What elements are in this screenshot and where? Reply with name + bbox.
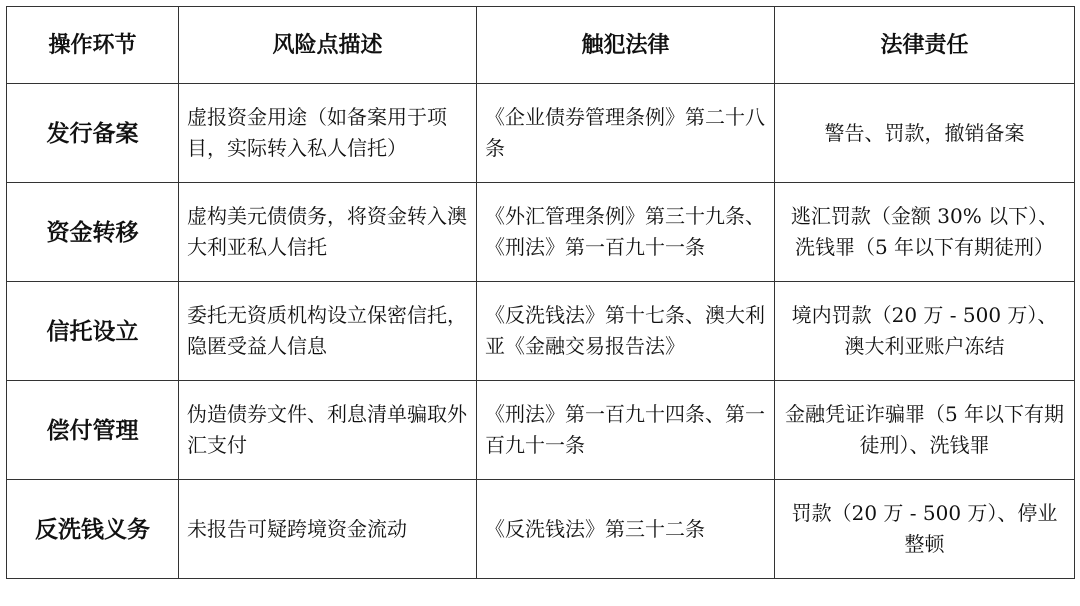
violated-law-cell: 《企业债券管理条例》第二十八条	[477, 84, 775, 183]
table-header-row	[7, 7, 1075, 84]
operation-step-cell: 反洗钱义务	[7, 480, 179, 579]
operation-step-cell: 资金转移	[7, 183, 179, 282]
header-legal-liability: 法律责任	[775, 7, 1075, 84]
operation-step-cell: 偿付管理	[7, 381, 179, 480]
risk-description-cell: 伪造债券文件、利息清单骗取外汇支付	[179, 381, 477, 480]
risk-description-cell: 虚构美元债债务，将资金转入澳大利亚私人信托	[179, 183, 477, 282]
risk-description-cell: 委托无资质机构设立保密信托，隐匿受益人信息	[179, 282, 477, 381]
legal-liability-cell: 金融凭证诈骗罪（5 年以下有期徒刑）、洗钱罪	[775, 381, 1075, 480]
header-violated-law: 触犯法律	[477, 7, 775, 84]
legal-risk-table	[6, 6, 1075, 579]
header-risk-description: 风险点描述	[179, 7, 477, 84]
risk-description-cell: 虚报资金用途（如备案用于项目，实际转入私人信托）	[179, 84, 477, 183]
operation-step-cell: 信托设立	[7, 282, 179, 381]
violated-law-cell: 《反洗钱法》第十七条、澳大利亚《金融交易报告法》	[477, 282, 775, 381]
table-row	[7, 282, 1075, 381]
legal-liability-cell: 罚款（20 万 - 500 万）、停业整顿	[775, 480, 1075, 579]
risk-description-cell: 未报告可疑跨境资金流动	[179, 480, 477, 579]
legal-liability-cell: 境内罚款（20 万 - 500 万）、澳大利亚账户冻结	[775, 282, 1075, 381]
legal-liability-cell: 警告、罚款，撤销备案	[775, 84, 1075, 183]
operation-step-cell: 发行备案	[7, 84, 179, 183]
violated-law-cell: 《外汇管理条例》第三十九条、《刑法》第一百九十一条	[477, 183, 775, 282]
table-row	[7, 84, 1075, 183]
table-row	[7, 480, 1075, 579]
table-row	[7, 381, 1075, 480]
legal-liability-cell: 逃汇罚款（金额 30% 以下）、洗钱罪（5 年以下有期徒刑）	[775, 183, 1075, 282]
violated-law-cell: 《反洗钱法》第三十二条	[477, 480, 775, 579]
table-row	[7, 183, 1075, 282]
risk-table-container	[6, 6, 1075, 579]
violated-law-cell: 《刑法》第一百九十四条、第一百九十一条	[477, 381, 775, 480]
header-operation-step: 操作环节	[7, 7, 179, 84]
